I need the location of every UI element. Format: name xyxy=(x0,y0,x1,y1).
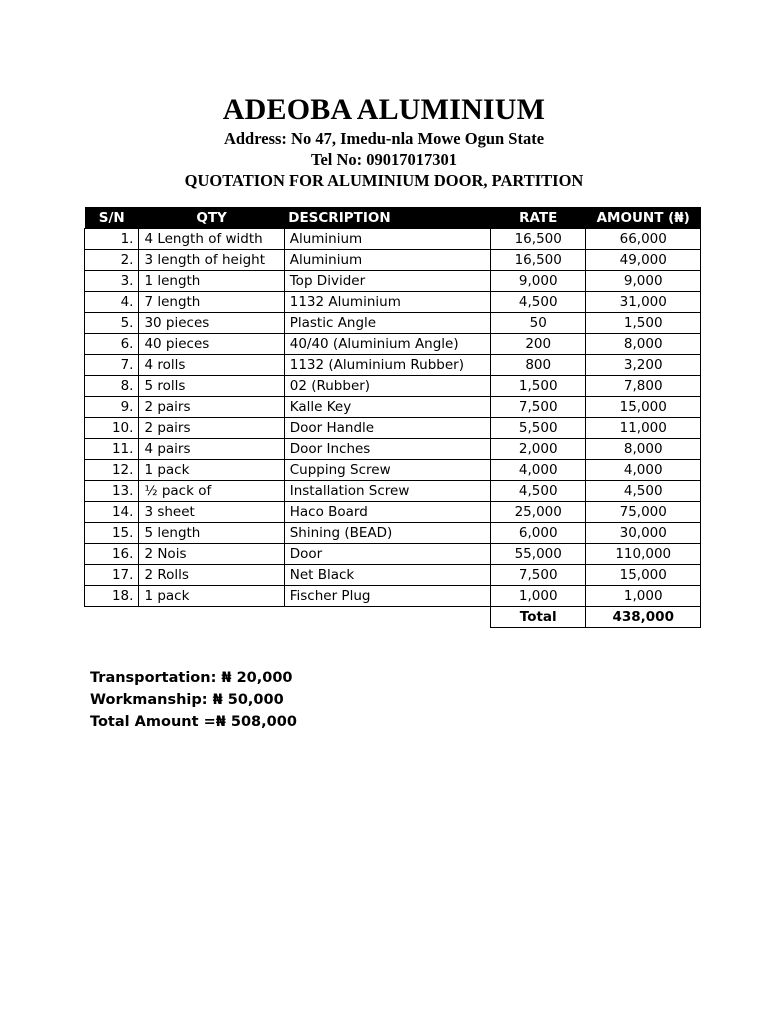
quotation-table xyxy=(84,207,701,628)
table-row xyxy=(85,355,701,376)
table-row xyxy=(85,250,701,271)
total-spacer xyxy=(284,607,490,628)
table-row xyxy=(85,439,701,460)
table-row xyxy=(85,292,701,313)
cell-sn: 7. xyxy=(85,355,139,376)
cell-amount: 31,000 xyxy=(586,292,701,313)
total-amount: 438,000 xyxy=(586,607,701,628)
table-row xyxy=(85,313,701,334)
column-header-sn: S/N xyxy=(85,207,139,229)
table-row xyxy=(85,376,701,397)
cell-amount: 49,000 xyxy=(586,250,701,271)
table-row xyxy=(85,460,701,481)
cell-description: Net Black xyxy=(284,565,490,586)
cell-sn: 4. xyxy=(85,292,139,313)
cell-qty: 7 length xyxy=(139,292,284,313)
cell-qty: 40 pieces xyxy=(139,334,284,355)
cell-sn: 10. xyxy=(85,418,139,439)
cell-description: Aluminium xyxy=(284,229,490,250)
cell-amount: 1,000 xyxy=(586,586,701,607)
cell-sn: 16. xyxy=(85,544,139,565)
cell-amount: 1,500 xyxy=(586,313,701,334)
cell-qty: 4 pairs xyxy=(139,439,284,460)
cell-rate: 7,500 xyxy=(490,565,585,586)
cell-sn: 6. xyxy=(85,334,139,355)
cell-amount: 8,000 xyxy=(586,439,701,460)
total-label: Total xyxy=(490,607,585,628)
cell-sn: 2. xyxy=(85,250,139,271)
cell-amount: 15,000 xyxy=(586,397,701,418)
cell-description: Aluminium xyxy=(284,250,490,271)
cell-amount: 110,000 xyxy=(586,544,701,565)
cell-rate: 9,000 xyxy=(490,271,585,292)
cell-sn: 15. xyxy=(85,523,139,544)
cell-qty: 2 pairs xyxy=(139,418,284,439)
cell-sn: 17. xyxy=(85,565,139,586)
cell-qty: 1 pack xyxy=(139,586,284,607)
cell-description: 40/40 (Aluminium Angle) xyxy=(284,334,490,355)
cell-rate: 800 xyxy=(490,355,585,376)
cell-description: 1132 (Aluminium Rubber) xyxy=(284,355,490,376)
cell-sn: 11. xyxy=(85,439,139,460)
cell-amount: 66,000 xyxy=(586,229,701,250)
cell-rate: 5,500 xyxy=(490,418,585,439)
cell-description: Top Divider xyxy=(284,271,490,292)
cell-rate: 6,000 xyxy=(490,523,585,544)
cell-qty: 2 pairs xyxy=(139,397,284,418)
cell-sn: 3. xyxy=(85,271,139,292)
cell-rate: 1,000 xyxy=(490,586,585,607)
cell-rate: 50 xyxy=(490,313,585,334)
workmanship-line: Workmanship: ₦ 50,000 xyxy=(90,692,284,708)
cell-amount: 4,500 xyxy=(586,481,701,502)
cell-amount: 4,000 xyxy=(586,460,701,481)
summary-section xyxy=(90,667,297,733)
cell-rate: 55,000 xyxy=(490,544,585,565)
table-row xyxy=(85,544,701,565)
cell-rate: 2,000 xyxy=(490,439,585,460)
cell-description: Shining (BEAD) xyxy=(284,523,490,544)
quotation-title: QUOTATION FOR ALUMINIUM DOOR, PARTITION xyxy=(184,171,584,190)
cell-description: Haco Board xyxy=(284,502,490,523)
transportation-line: Transportation: ₦ 20,000 xyxy=(90,670,293,686)
total-spacer xyxy=(139,607,284,628)
cell-description: Fischer Plug xyxy=(284,586,490,607)
table-row xyxy=(85,523,701,544)
cell-description: 1132 Aluminium xyxy=(284,292,490,313)
cell-rate: 1,500 xyxy=(490,376,585,397)
cell-amount: 8,000 xyxy=(586,334,701,355)
cell-qty: 1 length xyxy=(139,271,284,292)
grand-total-line: Total Amount =₦ 508,000 xyxy=(90,714,297,730)
cell-description: Installation Screw xyxy=(284,481,490,502)
table-row xyxy=(85,334,701,355)
cell-amount: 15,000 xyxy=(586,565,701,586)
cell-qty: 3 sheet xyxy=(139,502,284,523)
table-header-row xyxy=(85,207,701,229)
cell-qty: 5 rolls xyxy=(139,376,284,397)
table-row xyxy=(85,418,701,439)
table-row xyxy=(85,271,701,292)
cell-rate: 200 xyxy=(490,334,585,355)
cell-rate: 25,000 xyxy=(490,502,585,523)
cell-sn: 8. xyxy=(85,376,139,397)
total-spacer xyxy=(85,607,139,628)
cell-sn: 13. xyxy=(85,481,139,502)
cell-description: 02 (Rubber) xyxy=(284,376,490,397)
cell-sn: 9. xyxy=(85,397,139,418)
column-header-rate: RATE xyxy=(490,207,585,229)
cell-description: Door Handle xyxy=(284,418,490,439)
cell-sn: 5. xyxy=(85,313,139,334)
company-address: Address: No 47, Imedu-nla Mowe Ogun State xyxy=(223,129,545,148)
table-row xyxy=(85,502,701,523)
cell-description: Plastic Angle xyxy=(284,313,490,334)
column-header-amount: AMOUNT (₦) xyxy=(586,207,701,229)
cell-description: Cupping Screw xyxy=(284,460,490,481)
cell-description: Door xyxy=(284,544,490,565)
cell-qty: 2 Rolls xyxy=(139,565,284,586)
cell-amount: 30,000 xyxy=(586,523,701,544)
cell-amount: 11,000 xyxy=(586,418,701,439)
column-header-qty: QTY xyxy=(139,207,284,229)
cell-rate: 4,500 xyxy=(490,292,585,313)
company-name: ADEOBA ALUMINIUM xyxy=(222,93,546,126)
cell-sn: 1. xyxy=(85,229,139,250)
table-row xyxy=(85,586,701,607)
cell-rate: 16,500 xyxy=(490,250,585,271)
table-total-row xyxy=(85,607,701,628)
cell-rate: 4,500 xyxy=(490,481,585,502)
cell-amount: 9,000 xyxy=(586,271,701,292)
cell-rate: 7,500 xyxy=(490,397,585,418)
table-body xyxy=(85,229,701,607)
cell-sn: 12. xyxy=(85,460,139,481)
cell-amount: 75,000 xyxy=(586,502,701,523)
cell-qty: 5 length xyxy=(139,523,284,544)
cell-rate: 4,000 xyxy=(490,460,585,481)
cell-qty: 30 pieces xyxy=(139,313,284,334)
cell-description: Kalle Key xyxy=(284,397,490,418)
cell-qty: 1 pack xyxy=(139,460,284,481)
column-header-description: DESCRIPTION xyxy=(284,207,490,229)
cell-sn: 18. xyxy=(85,586,139,607)
cell-qty: ½ pack of xyxy=(139,481,284,502)
table-row xyxy=(85,481,701,502)
cell-amount: 7,800 xyxy=(586,376,701,397)
table-row xyxy=(85,229,701,250)
cell-rate: 16,500 xyxy=(490,229,585,250)
table-row xyxy=(85,397,701,418)
cell-qty: 3 length of height xyxy=(139,250,284,271)
table-row xyxy=(85,565,701,586)
company-phone: Tel No: 09017017301 xyxy=(310,150,458,169)
cell-sn: 14. xyxy=(85,502,139,523)
cell-qty: 4 Length of width xyxy=(139,229,284,250)
document-header xyxy=(0,92,768,191)
cell-amount: 3,200 xyxy=(586,355,701,376)
cell-description: Door Inches xyxy=(284,439,490,460)
cell-qty: 2 Nois xyxy=(139,544,284,565)
cell-qty: 4 rolls xyxy=(139,355,284,376)
